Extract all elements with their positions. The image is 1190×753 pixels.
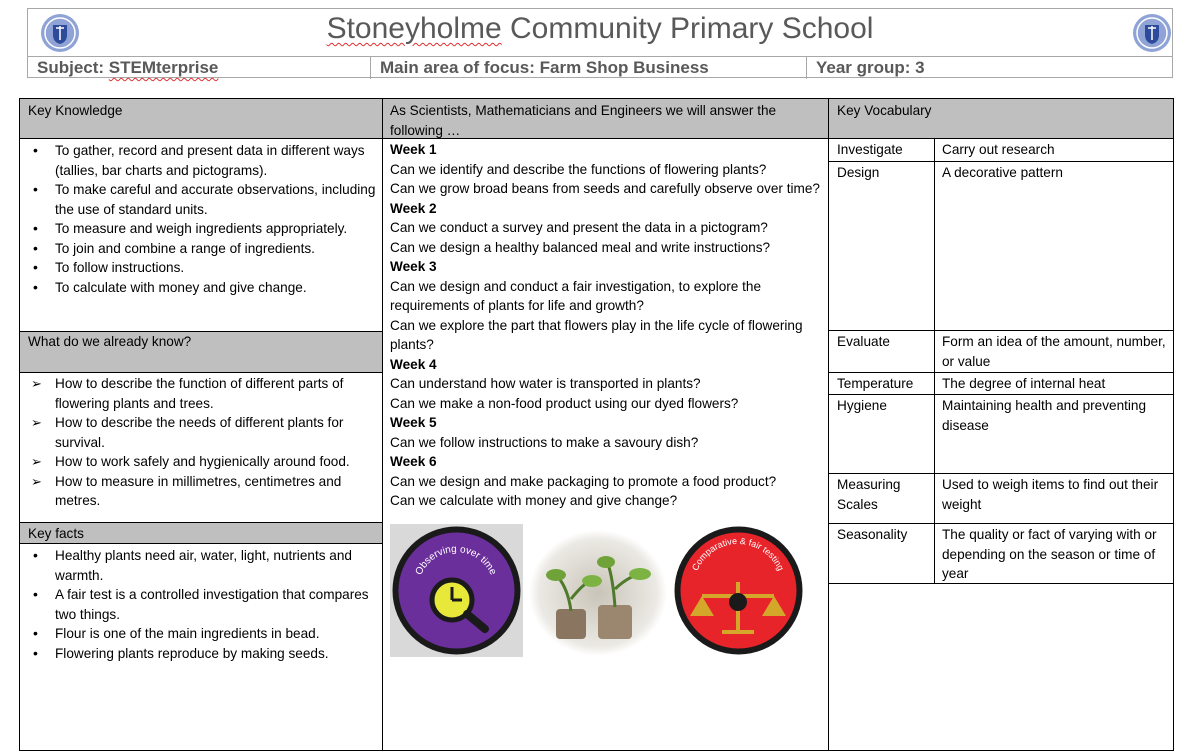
- vocab-term: Seasonality: [837, 527, 908, 542]
- observing-over-time-badge: [390, 524, 523, 657]
- school-crest-icon-right: [1132, 13, 1172, 53]
- week-label: Week 4: [390, 356, 437, 372]
- week-label: Week 3: [390, 259, 437, 274]
- header-subrow: [28, 56, 1172, 79]
- school-title: Stoneyholme Community Primary School: [326, 12, 874, 45]
- vocab-definition: The quality or fact of varying with or depending on the season or time of year: [942, 527, 1157, 581]
- list-item: ➢ How to work safely and hygienically around food.: [29, 452, 379, 472]
- list-item: • To follow instructions.: [29, 258, 379, 278]
- vocab-term: Temperature: [837, 376, 914, 391]
- list-item: • To measure and weigh ingredients appropriately.: [29, 219, 379, 239]
- subject-cell: Subject: STEMterprise: [28, 57, 371, 79]
- list-item: • Healthy plants need air, water, light, nutrients and warmth.: [29, 546, 379, 585]
- list-item: • To gather, record and present data in different ways (tallies, bar charts and pictograms).: [29, 141, 379, 180]
- questions-heading: As Scientists, Mathematicians and Engineers we will answer the following …: [390, 103, 777, 138]
- list-item: • To join and combine a range of ingredients.: [29, 239, 379, 259]
- list-item: ➢ How to describe the needs of different plants for survival.: [29, 413, 379, 452]
- list-item: • Flour is one of the main ingredients in bead.: [29, 624, 379, 644]
- vocabulary-heading: Key Vocabulary: [837, 103, 932, 118]
- vocab-term: Measuring Scales: [837, 477, 901, 512]
- key-knowledge-heading: Key Knowledge: [28, 103, 123, 118]
- question-text: Can we design and make packaging to promote a food product?: [390, 473, 777, 489]
- list-item: ➢ How to measure in millimetres, centimetres and metres.: [29, 472, 379, 511]
- weekly-questions: [390, 140, 822, 511]
- vocab-term: Design: [837, 165, 880, 180]
- key-knowledge-list: [29, 141, 379, 297]
- school-crest-icon: [40, 13, 80, 53]
- vocab-definition: A decorative pattern: [942, 165, 1063, 180]
- list-item: • A fair test is a controlled investigation that compares two things.: [29, 585, 379, 624]
- list-item: • To make careful and accurate observations, including the use of standard units.: [29, 180, 379, 219]
- list-item: ➢ How to describe the function of different parts of flowering plants and trees.: [29, 374, 379, 413]
- vocab-term: Investigate: [837, 142, 903, 157]
- question-text: Can we grow broad beans from seeds and carefully observe over time?: [390, 181, 820, 196]
- key-facts-heading: Key facts: [28, 526, 84, 541]
- vocab-term: Hygiene: [837, 398, 887, 413]
- main-grid: [19, 98, 1174, 751]
- already-know-list: [29, 374, 379, 511]
- list-item: • To calculate with money and give change.: [29, 278, 379, 298]
- week-label: Week 1: [390, 142, 437, 157]
- question-text: Can understand how water is transported in plants?: [390, 376, 701, 391]
- key-facts-list: [29, 546, 379, 663]
- vocab-definition: Carry out research: [942, 142, 1055, 157]
- question-text: Can we calculate with money and give change?: [390, 493, 678, 508]
- week-label: Week 5: [390, 415, 437, 430]
- vocab-definition: The degree of internal heat: [942, 376, 1106, 391]
- list-item: • Flowering plants reproduce by making seeds.: [29, 644, 379, 664]
- vocab-definition: Used to weigh items to find out their weight: [942, 477, 1159, 512]
- vocab-definition: Form an idea of the amount, number, or value: [942, 334, 1166, 369]
- already-know-heading: What do we already know?: [28, 334, 192, 349]
- week-label: Week 2: [390, 200, 437, 216]
- question-text: Can we explore the part that flowers play in the life cycle of flowering plants?: [390, 317, 803, 352]
- comparative-fair-testing-badge: [672, 524, 805, 657]
- week-label: Week 6: [390, 454, 437, 469]
- question-text: Can we follow instructions to make a savoury dish?: [390, 434, 699, 450]
- year-cell: Year group: 3: [816, 58, 925, 77]
- focus-cell: Main area of focus: Farm Shop Business: [371, 57, 807, 79]
- question-text: Can we identify and describe the functions of flowering plants?: [390, 161, 767, 177]
- svg-text:Comparative & fair testing: Comparative & fair testing: [690, 535, 786, 573]
- question-text: Can we design and conduct a fair investigation, to explore the requirements of plants for life and growth?: [390, 278, 762, 313]
- question-text: Can we make a non-food product using our dyed flowers?: [390, 395, 739, 411]
- header-box: [27, 8, 1173, 78]
- seedlings-photo: [528, 529, 668, 657]
- vocab-term: Evaluate: [837, 334, 890, 349]
- question-text: Can we conduct a survey and present the data in a pictogram?: [390, 220, 768, 235]
- svg-text:Observing over time: Observing over time: [413, 543, 499, 577]
- question-text: Can we design a healthy balanced meal and write instructions?: [390, 239, 771, 255]
- vocab-definition: Maintaining health and preventing disease: [942, 398, 1147, 433]
